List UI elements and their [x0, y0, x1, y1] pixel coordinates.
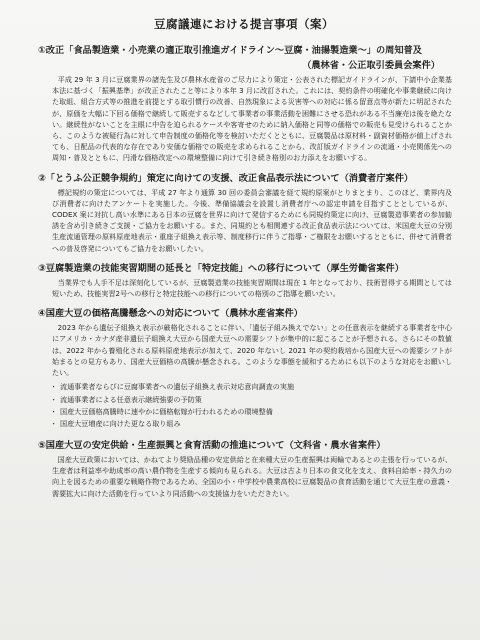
section-body: 平成 29 年 3 月に豆腐業界の諸先生及び農林水産省のご尽力により策定・公表された標記ガイドラインが、下請中小企業基本法に基づく「振興基準」が改正されたこと等により本年 3 月に改訂された。これには、契約条件の明確化や事業継続に向けた取組、組合方式等の推進を前提とする取引慣行の改善、自然現象による災害等への対応に係る留意点等が新たに明記されたが、原価を大幅に下回る価格で継続して販売するなどして事業者の事業活動を困難にさせる恐れがある不当廉売は後を絶たない。継続性がないことを主眼に中告を迫られるケースや客寄せのために納入価格と同等の価格での販売も見受けられることから、このような被疑行為に対して申告制度の価格化等を検討いただくとともに、豆腐製品は原材料・副資材価格が値上げされても、日配品の代表的な存在であり安価な価格での販売を求められることから、改訂版ガイドラインの流通・小売関係先への周知・普及とともに、円滑な価格改定への環境整備に向けて引き続き格別のお力添えをお願いする。 [52, 75, 452, 163]
section-body: 国産大豆政策においては、かねてより奨励品種の安定供給と在来種大豆の生産振興は両輪であるとの主張を行っているが、生産者は利益率や助成率の高い農作物を生産する傾向も見られる。大豆は古より日本の食文化を支え、食料自給率・持久力の向上を図るための重要な戦略作物であるため、全国の小・中学校や農業高校に豆腐製品の食育活動を通じて大豆生産の意義・需要拡大に向けた活動を行っていより同活動への支援協力をいただきたい。 [52, 454, 452, 498]
section-body: 当業界でも人手不足は深刻化しているが、豆腐製造業の技能実習期間は現在 1 年となっており、技術習得する期間としては短いため、技能実習2号への移行と特定技能への移行についての格別のご指導を願いたい。 [52, 277, 452, 299]
section-heading: ②「とうふ公正競争規約」策定に向けての支援、改正食品表示法について（消費者庁案件） [38, 172, 414, 184]
section-heading: ⑤国産大豆の安定供給・生産振興と食育活動の推進について（文科省・農水省案件） [38, 439, 386, 451]
document-title: 豆腐議連における提言事項（案） [154, 17, 334, 31]
section-heading: ①改正「食品製造業・小売業の適正取引推進ガイドライン～豆腐・油揚製造業～」の周知普及 [38, 45, 422, 56]
section-body: 標記規約の策定については、平成 27 年より通算 30 回の委員会審議を経て規約原案がとりまとまり、このほど、業界内及び消費者に向けたアンケートを実施した。今後、準備協議会を設置し消費者庁への認定申請を目指すこととしているが、CODEX 案に対抗し高い水準にある日本の豆腐を世界に向けて発信するためにも同規約策定に向け、豆腐製造事業者の参加勧誘を含め引き続きご支援・ご協力をお願いする。また、同規約とも相関連する改正食品表示法については、米国産大豆の分別生産流通管理の原料原産地表示・重座子組換え表示等、制度移行に伴うご指導・ご権限をお願いするとともに、併せて消費者への普及啓発についてもご協力をお願いしたい。 [52, 187, 452, 253]
section-3 [30, 262, 458, 299]
section-4 [30, 307, 458, 431]
section-subheading: （農林省・公正取引委員会案件） [302, 60, 440, 71]
list-item: ・ 流通事業者ならびに豆腐事業者への遺伝子組換え表示対応意向調査の実施 [60, 381, 458, 393]
list-item: ・ 流通事業者による任意表示継続強要の予防策 [60, 394, 458, 406]
section-2 [30, 172, 458, 254]
section-body: 2023 年から遺伝子組換え表示が厳格化されることに伴い、「遺伝子組み換えでない」との任意表示を継続する事業者を中心にアメリカ・カナダ産非遺伝子組換え大豆から国産大豆への需要シフトが集中的に起こることが予想される。さらにその数値は、2022 年から養殖化される原料原産地表示が加えて、2020 年ないし 2021 年の契約栽培から国産大豆への需要シフトが始まるとの見方もあり、国産大豆価格の高騰が懸念される。このような事態を緩和するためにも以下のような対応をお願いしたい。 [52, 323, 452, 378]
bullet-list [30, 381, 458, 431]
list-item: ・ 国産大豆増産に向けた更なる取り組み [60, 418, 458, 430]
section-heading: ④国産大豆の価格高騰懸念への対応について（農林水産省案件） [38, 308, 303, 320]
section-heading: ③豆腐製造業の技能実習期間の延長と「特定技能」への移行について（厚生労働省案件） [38, 262, 404, 274]
list-item: ・ 国産大豆価格高騰時に速やかに価格転嫁が行われるための環境整備 [60, 406, 458, 418]
section-5 [30, 439, 458, 499]
section-1 [30, 44, 458, 164]
